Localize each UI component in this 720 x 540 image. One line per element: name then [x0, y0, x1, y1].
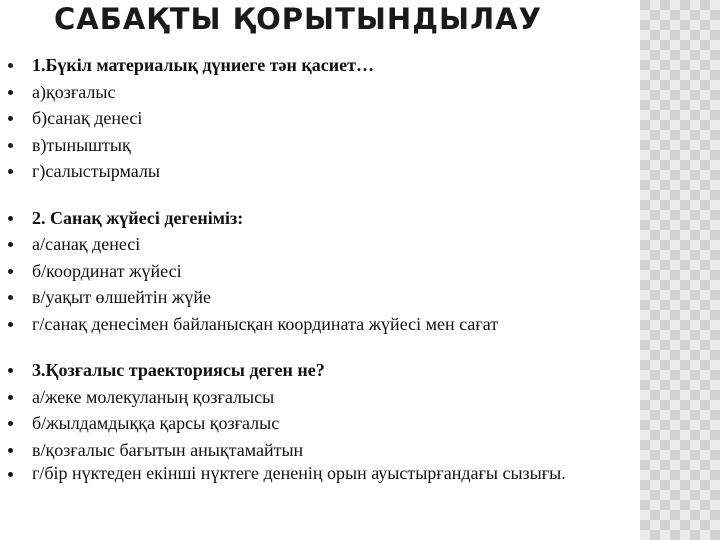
bullet-icon [8, 116, 13, 121]
answer-text: а)қозғалыс [32, 81, 116, 102]
answer-option [8, 79, 648, 106]
answer-text: а/санақ денесі [32, 234, 141, 254]
bullet-icon [8, 472, 13, 477]
answer-option [8, 463, 648, 484]
answer-option [8, 284, 648, 311]
question-3 [8, 357, 648, 384]
bullet-icon [8, 295, 13, 300]
bullet-icon [8, 448, 13, 453]
answer-text: г)салыстырмалы [32, 161, 160, 181]
bullet-icon [8, 322, 13, 327]
question-text: 2. Санақ жүйесі дегеніміз: [32, 207, 244, 228]
bullet-icon [8, 143, 13, 148]
bullet-icon [8, 90, 13, 95]
answer-text: в/уақыт өлшейтін жүйе [32, 287, 211, 307]
bullet-icon [8, 63, 13, 68]
quiz-list [8, 52, 648, 484]
answer-text: б/координат жүйесі [32, 260, 182, 281]
answer-option [8, 105, 648, 132]
bullet-icon [8, 395, 13, 400]
answer-option [8, 132, 648, 159]
answer-text: г/бір нүктеден екінші нүктеге дененің орын ауыстырғандағы сызығы. [32, 463, 566, 483]
answer-option [8, 410, 648, 437]
slide-title: САБАҚТЫ ҚОРЫТЫНДЫЛАУ [54, 2, 542, 36]
answer-text: в/қозғалыс бағытын анықтамайтын [32, 439, 304, 460]
answer-option [8, 437, 648, 464]
bullet-icon [8, 169, 13, 174]
answer-text: б/жылдамдыққа қарсы қозғалыс [32, 413, 280, 433]
answer-option [8, 258, 648, 285]
answer-text: в)тыныштық [32, 134, 131, 155]
answer-text: а/жеке молекуланың қозғалысы [32, 386, 275, 407]
question-text: 1.Бүкіл материалық дүниеге тән қасиет… [32, 55, 374, 75]
bullet-icon [8, 242, 13, 247]
question-text: 3.Қозғалыс траекториясы деген не? [32, 360, 325, 380]
answer-option [8, 158, 648, 185]
bullet-icon [8, 216, 13, 221]
answer-option [8, 311, 648, 338]
question-1 [8, 52, 648, 79]
decorative-side-panel [640, 0, 720, 540]
bullet-icon [8, 269, 13, 274]
bullet-icon [8, 421, 13, 426]
answer-text: б)санақ денесі [32, 108, 143, 128]
answer-option [8, 384, 648, 411]
answer-option [8, 231, 648, 258]
question-2 [8, 205, 648, 232]
answer-text: г/санақ денесімен байланысқан координата жүйесі мен сағат [32, 313, 499, 334]
bullet-icon [8, 368, 13, 373]
